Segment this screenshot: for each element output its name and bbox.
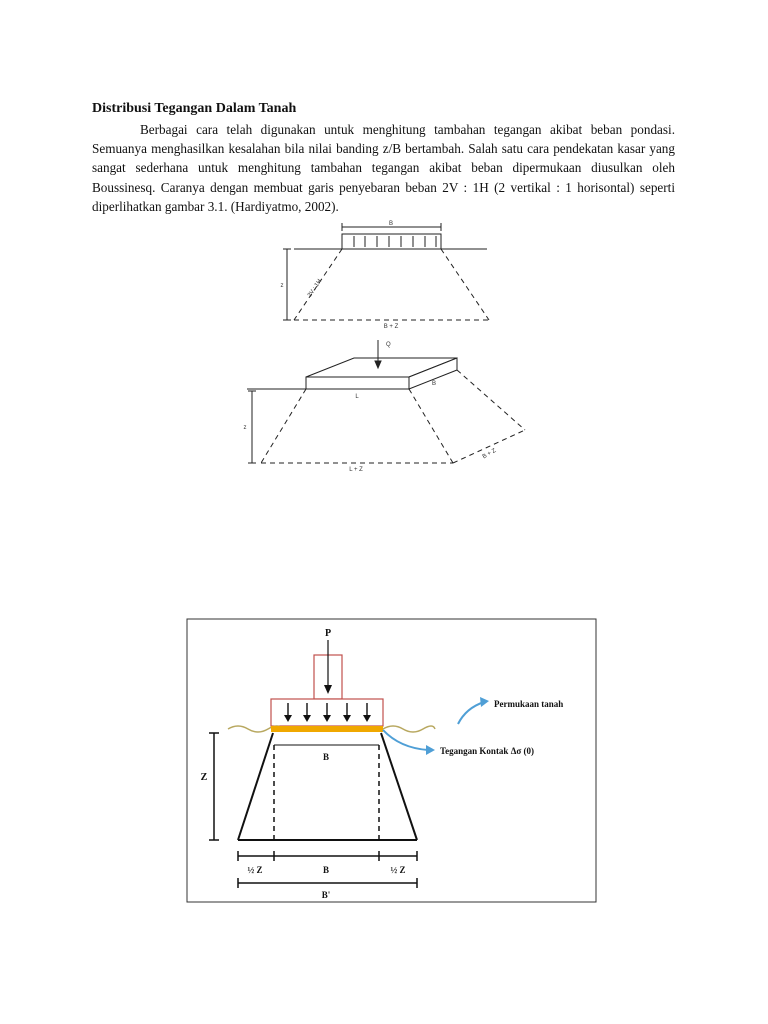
label-z-3d: z: [243, 425, 247, 431]
label-slope: 2V : 1H: [307, 278, 324, 299]
contact-stress-bar: [271, 726, 383, 732]
label-surface: Permukaan tanah: [494, 699, 564, 709]
label-half-z-right: ½ Z: [390, 865, 406, 875]
label-p: P: [324, 628, 332, 639]
label-b-3d: B: [431, 381, 437, 387]
section-heading: Distribusi Tegangan Dalam Tanah: [92, 101, 297, 116]
label-b-lower: B: [322, 865, 330, 875]
label-l: L: [355, 394, 359, 400]
load-arrows: [354, 236, 436, 247]
slab-front: [306, 377, 409, 389]
label-contact: Tegangan Kontak Δσ (0): [440, 746, 534, 756]
label-q: Q: [386, 342, 391, 348]
label-b-inner: B: [322, 752, 330, 762]
label-b: B: [388, 221, 394, 227]
label-half-z-left: ½ Z: [247, 865, 263, 875]
figure-frame: [187, 619, 596, 902]
label-z-bottom: Z: [200, 772, 208, 783]
spread-line-right: [441, 249, 489, 320]
label-bz: B + Z: [383, 324, 399, 330]
label-bz-3d: B + Z: [481, 447, 498, 461]
label-z: z: [280, 283, 284, 289]
figure-3d-footing: [247, 340, 525, 463]
label-b-prime: B': [321, 890, 331, 900]
paragraph-text: Berbagai cara telah digunakan untuk menghitung tambahan tegangan akibat beban pondasi. Semuanya menghasilkan kesalahan bila nilai banding z/B bertambah. Salah satu cara pendekatan kasar yang sangat sederhana untuk menghitung tambahan tegangan akibat beban dipermukaan diusulkan oleh Boussinesq. Caranya dengan membuat garis penyebaran beban 2V : 1H (2 vertikal : 1 horisontal) seperti diperlihatkan gambar 3.1. (Hardiyatmo, 2002).: [92, 122, 675, 214]
label-lz: L + Z: [349, 467, 363, 473]
strip-footing: [342, 234, 441, 249]
